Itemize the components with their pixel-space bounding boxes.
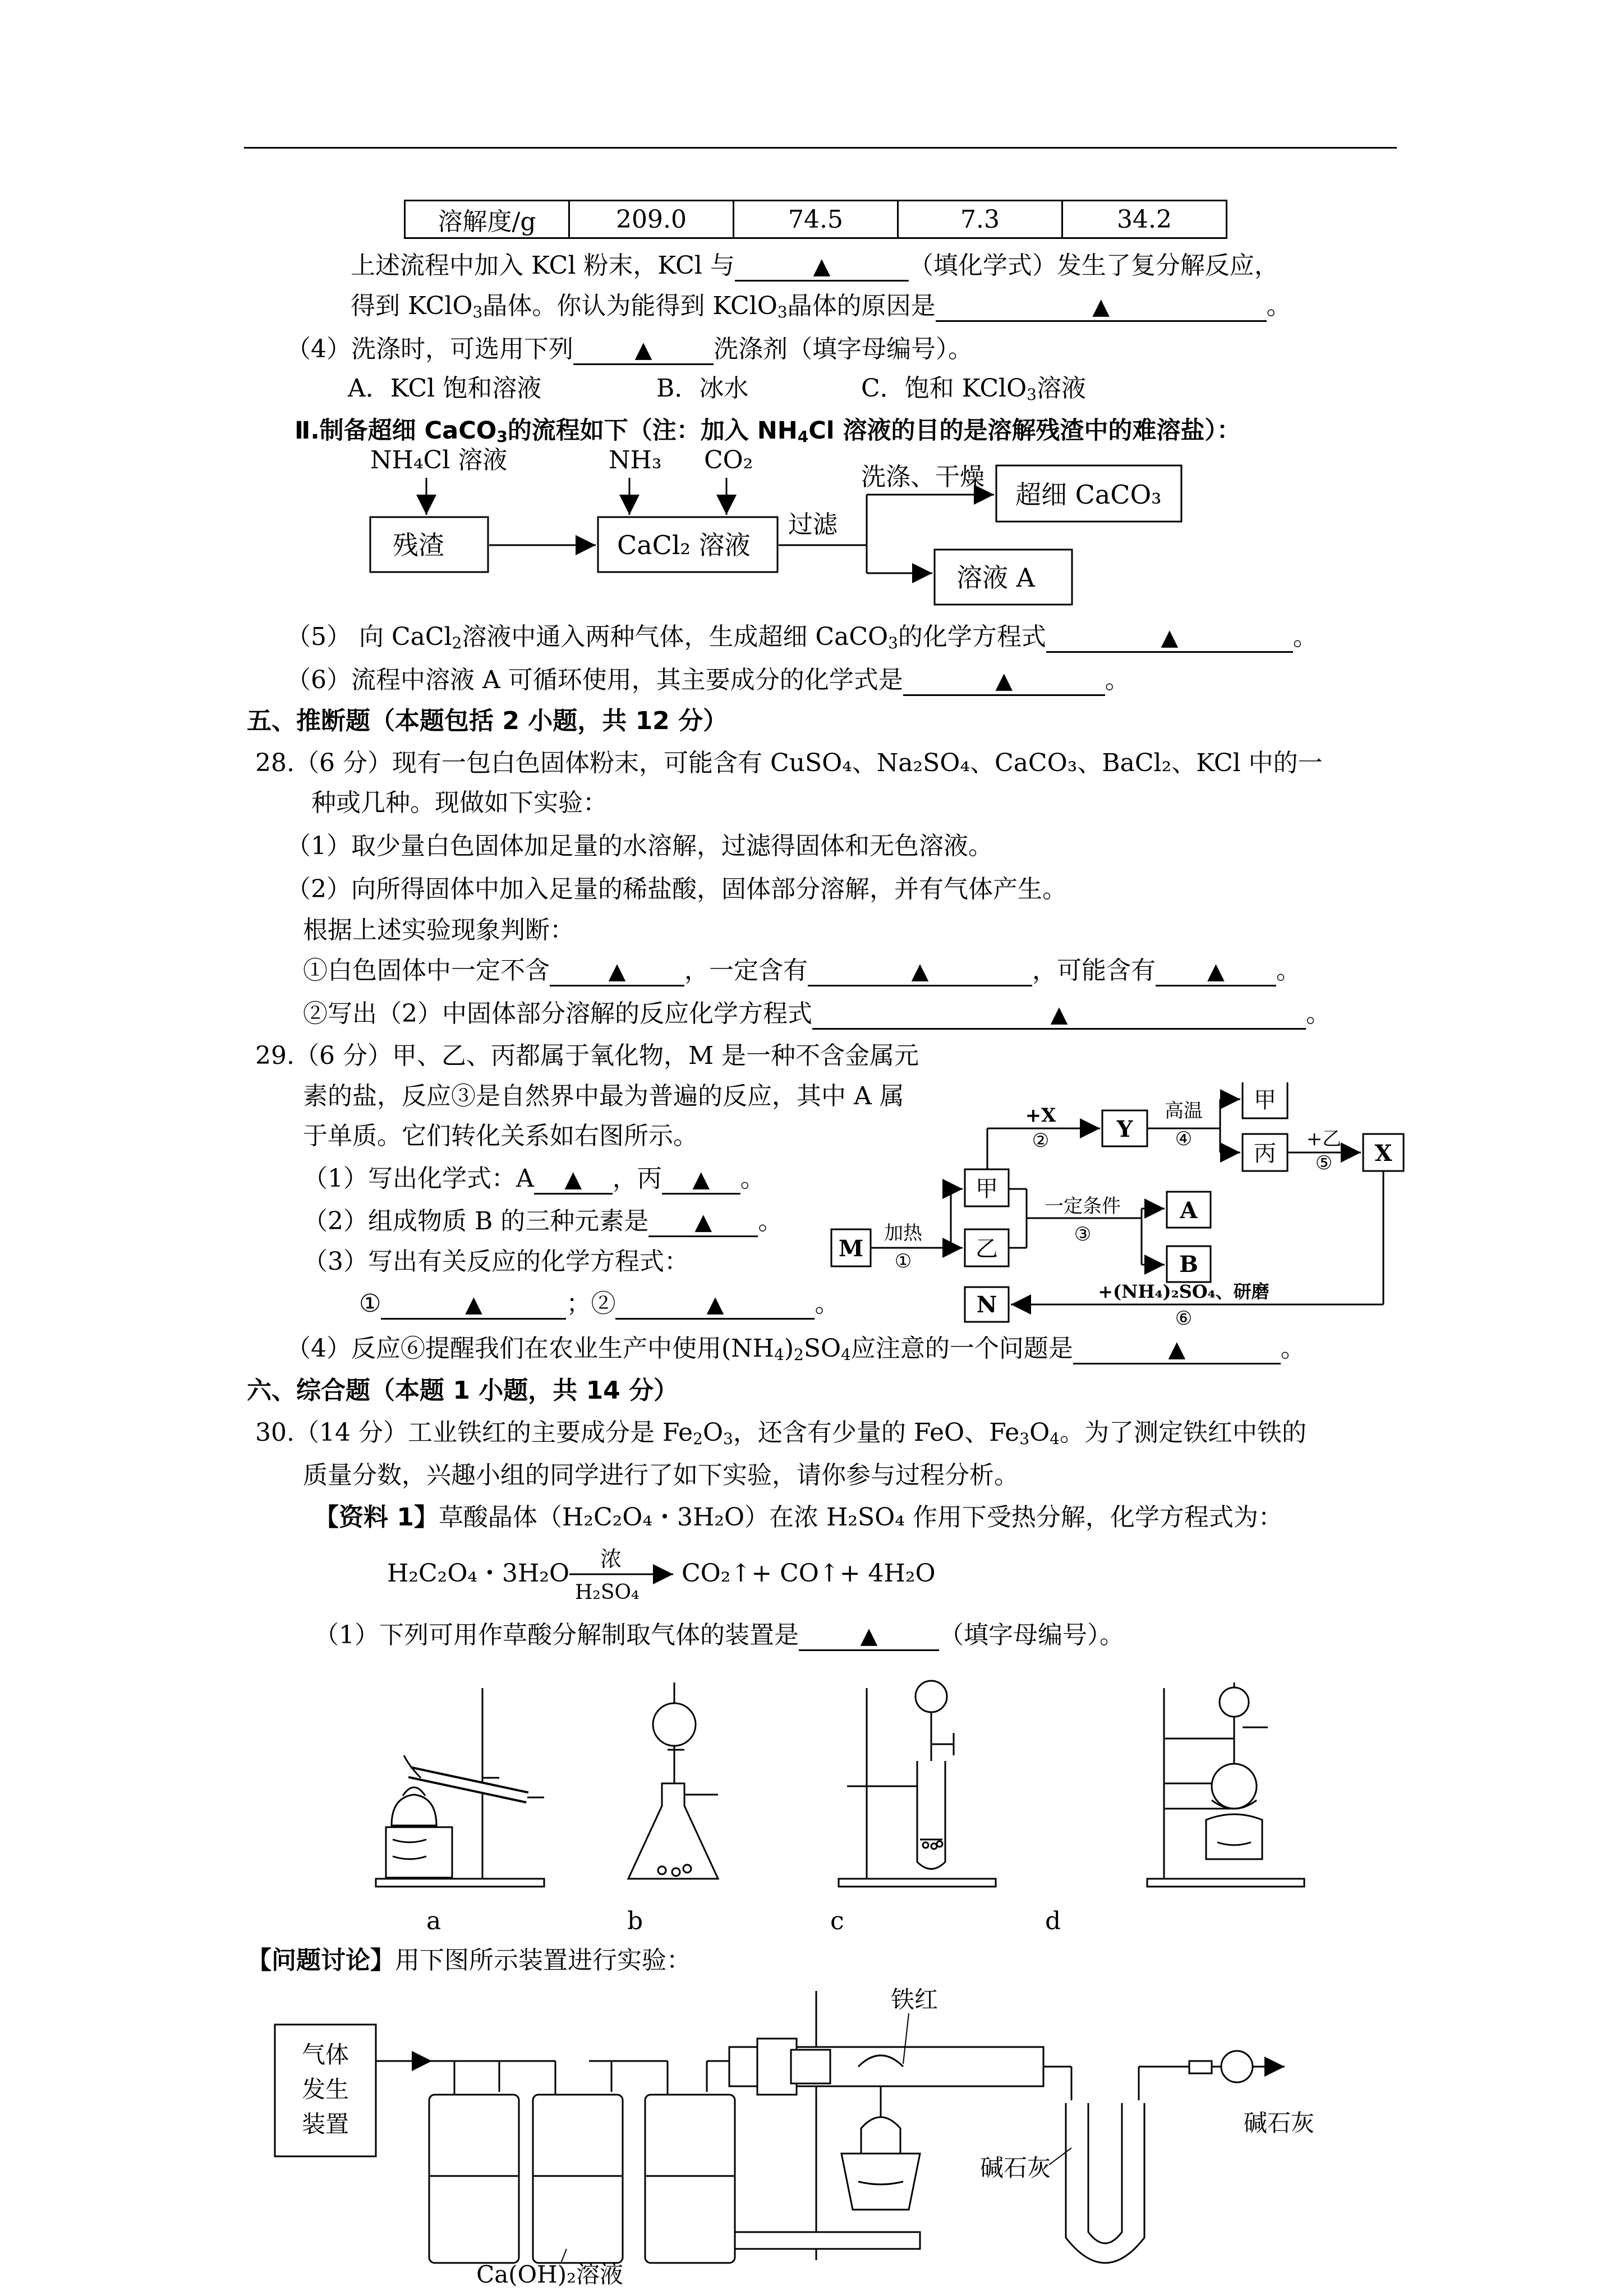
flow-filter-label: 过滤	[788, 510, 838, 539]
label-r5: ⑤	[1315, 1152, 1333, 1174]
node-yi-label: 乙	[976, 1236, 998, 1262]
gas-label-1: 气体	[301, 2041, 349, 2068]
text: 30.（14 分）工业铁红的主要成分是 Fe	[255, 1418, 693, 1447]
label-high-temp: 高温	[1165, 1100, 1203, 1122]
label-heat: 加热	[884, 1222, 922, 1244]
blank-marker: ▲	[995, 668, 1013, 694]
text: ，可能含有	[1032, 956, 1156, 985]
reaction-tube	[729, 1991, 1043, 2260]
apparatus-label-b: b	[627, 1907, 643, 1935]
text: 晶体。你认为能得到 KClO	[482, 292, 778, 320]
text: （6）流程中溶液 A 可循环使用，其主要成分的化学式是	[286, 666, 903, 694]
wash-bottle-3	[645, 2061, 735, 2263]
blank-marker: ▲	[465, 1292, 482, 1317]
caco3-flow-diagram	[337, 443, 1290, 623]
answer-blank[interactable]	[1046, 624, 1293, 653]
blank-marker: ▲	[706, 1292, 724, 1317]
experiment-setup	[264, 1980, 1430, 2294]
text: 【资料 1】	[314, 1503, 439, 1532]
q3-line2	[351, 291, 1291, 322]
text: O	[702, 1418, 724, 1447]
text: （4）洗涤时，可选用下列	[286, 335, 573, 363]
label-plus-x: +X	[1025, 1104, 1056, 1127]
answer-blank[interactable]	[812, 1001, 1306, 1030]
label-r6: ⑥	[1175, 1307, 1193, 1330]
node-bing-label: 丙	[1254, 1141, 1276, 1167]
text: 。	[1280, 1334, 1305, 1363]
text: C．饱和 KClO	[861, 374, 1027, 403]
text: （2）组成物质 B 的三种元素是	[303, 1207, 649, 1235]
table-cell: 溶解度/g	[405, 201, 569, 238]
part2-title: Ⅱ.制备超细 CaCO$_3$的流程如下（注：加入 $NH_4Cl$ 溶液的目的是溶解残渣中的难溶盐）：	[295, 417, 1241, 446]
text: SO	[803, 1334, 841, 1363]
q29-line6: （3）写出有关反应的化学方程式：	[303, 1247, 689, 1276]
subscript: 3	[777, 303, 788, 321]
label-r2: ②	[1032, 1129, 1050, 1152]
text: （1）下列可用作草酸分解制取气体的装置是	[314, 1621, 799, 1649]
text: 。	[1105, 666, 1130, 694]
answer-blank[interactable]	[799, 1622, 939, 1651]
node-B-label: B	[1179, 1251, 1198, 1278]
node-A-label: A	[1180, 1197, 1198, 1224]
section-5-heading: 五、推断题（本题包括 2 小题，共 12 分）	[247, 707, 728, 735]
answer-blank[interactable]	[808, 957, 1032, 986]
text: ①白色固体中一定不含	[303, 956, 550, 985]
answer-blank[interactable]	[903, 667, 1105, 696]
q4-option-b: B．冰水	[656, 374, 749, 403]
flow-residue-label: 残渣	[393, 530, 444, 560]
text: 的化学方程式	[898, 623, 1046, 651]
node-jia-top-label: 甲	[1254, 1087, 1276, 1113]
text: Cl 溶液的目的是溶解残渣中的难溶盐）：	[808, 417, 1241, 445]
node-N-label: N	[976, 1292, 997, 1318]
u-tube-soda-lime	[1043, 2067, 1189, 2263]
text: 洗涤剂（填字母编号）。	[714, 335, 973, 363]
flow-solution-a-label: 溶液 A	[956, 563, 1035, 593]
flow-cacl2-label: CaCl₂ 溶液	[617, 530, 751, 560]
answer-blank[interactable]	[936, 293, 1267, 322]
apparatus-options	[370, 1671, 1313, 1896]
table-cell: 34.2	[1062, 201, 1227, 238]
equation-bottom-label: H₂SO₄	[575, 1581, 640, 1604]
text: 的流程如下（注：加入 NH	[507, 417, 798, 445]
blank-marker: ▲	[1092, 294, 1110, 320]
apparatus-a[interactable]	[376, 1688, 544, 1887]
q30-q1-line	[314, 1620, 1124, 1651]
q28-line7	[303, 998, 1331, 1030]
blank-marker: ▲	[564, 1167, 582, 1192]
subscript: 3	[472, 303, 483, 321]
text: 。	[1292, 623, 1318, 651]
answer-blank[interactable]	[550, 957, 684, 986]
soda-lime-label-2: 碱石灰	[1243, 2109, 1315, 2137]
equation-arrow	[567, 1545, 679, 1607]
q29-line5	[303, 1206, 783, 1237]
apparatus-label-d: d	[1045, 1907, 1061, 1935]
section-6-heading: 六、综合题（本题 1 小题，共 14 分）	[247, 1376, 679, 1405]
q29-line7	[359, 1288, 839, 1320]
text: 。	[815, 1289, 840, 1318]
q28-line2: 种或几种。现做如下实验：	[311, 789, 608, 817]
text: 溶液	[1036, 374, 1086, 403]
q29-transformation-diagram	[825, 1082, 1408, 1335]
text: O	[1029, 1418, 1050, 1447]
apparatus-label-c: c	[830, 1907, 844, 1935]
label-r3: ③	[1074, 1223, 1092, 1246]
subscript: 3	[1027, 385, 1037, 404]
label-nh4so4: +(NH₄)₂SO₄、研磨	[1098, 1281, 1269, 1302]
solubility-table	[404, 200, 1227, 239]
table-row	[405, 201, 1227, 238]
header-rule	[244, 147, 1397, 149]
q29-line4	[303, 1163, 765, 1195]
answer-blank[interactable]	[662, 1165, 740, 1195]
q4-line	[286, 334, 973, 365]
flow-nh4cl-label: NH₄Cl 溶液	[370, 446, 508, 474]
text: ，一定含有	[684, 956, 808, 985]
text: ，丙	[612, 1164, 662, 1193]
answer-blank[interactable]	[381, 1290, 566, 1320]
text: ，还含有少量的 FeO、Fe	[733, 1418, 1020, 1447]
q29-line2: 素的盐，反应③是自然界中最为普遍的反应，其中 A 属	[303, 1082, 904, 1110]
label-condition: 一定条件	[1045, 1195, 1121, 1218]
q4-option-c	[861, 373, 1086, 404]
node-M-label: M	[838, 1235, 864, 1262]
blank-marker: ▲	[694, 1209, 712, 1235]
q29-line1: 29.（6 分）甲、乙、丙都属于氧化物，M 是一种不含金属元	[255, 1041, 919, 1070]
text: （5） 向 CaCl	[286, 623, 452, 651]
node-X-label: X	[1374, 1140, 1392, 1167]
wash-bottle-1	[429, 2061, 544, 2263]
equation-right: CO₂↑+ CO↑+ 4H₂O	[682, 1559, 936, 1588]
text: 上述流程中加入 KCl 粉末，KCl 与	[351, 251, 735, 280]
text: （4）反应⑥提醒我们在农业生产中使用(NH	[286, 1334, 775, 1363]
text: （填字母编号）。	[939, 1621, 1124, 1649]
iron-red-label: 铁红	[890, 1986, 938, 2013]
label-r4: ④	[1175, 1128, 1193, 1150]
soda-lime-label-1: 碱石灰	[979, 2154, 1051, 2182]
gas-label-3: 装置	[301, 2110, 349, 2138]
q30-line2: 质量分数，兴趣小组的同学进行了如下实验，请你参与过程分析。	[303, 1461, 1019, 1490]
blank-marker: ▲	[1168, 1336, 1186, 1362]
q6-line	[286, 665, 1130, 696]
answer-blank[interactable]	[615, 1290, 815, 1320]
caoh2-label: Ca(OH)₂溶液	[476, 2261, 623, 2288]
blank-marker: ▲	[813, 253, 831, 279]
gas-label-2: 发生	[301, 2076, 349, 2103]
q28-line3: （1）取少量白色固体加足量的水溶解，过滤得固体和无色溶液。	[286, 832, 993, 860]
text: 。	[1306, 999, 1331, 1028]
q3-line1	[351, 250, 1279, 282]
equation-top-label: 浓	[600, 1547, 622, 1571]
text: ②写出（2）中固体部分溶解的反应化学方程式	[303, 999, 812, 1028]
table-cell: 7.3	[898, 201, 1062, 238]
text: Ⅱ.制备超细 CaCO	[295, 417, 497, 445]
flow-caco3-label: 超细 CaCO₃	[1015, 480, 1162, 510]
text: 。	[1276, 956, 1301, 985]
text: 【问题讨论】	[247, 1946, 395, 1975]
text: 晶体的原因是	[787, 292, 936, 320]
text: 。	[758, 1207, 783, 1235]
text: 应注意的一个问题是	[850, 1334, 1073, 1363]
blank-marker: ▲	[634, 337, 652, 363]
answer-blank[interactable]	[1156, 957, 1276, 986]
text: ；②	[566, 1289, 616, 1318]
text: 。	[740, 1164, 765, 1193]
q28-line5: 根据上述实验现象判断：	[303, 916, 574, 944]
q30-line3	[314, 1502, 1283, 1533]
blank-marker: ▲	[608, 958, 626, 984]
table-cell: 74.5	[734, 201, 898, 238]
text: 。	[1266, 292, 1291, 320]
q30-line1: 30.（14 分）工业铁红的主要成分是 $Fe_2O_3$，还含有少量的 FeO、$Fe_3O_4$。为了测定铁红中铁的	[255, 1418, 1306, 1448]
blank-marker: ▲	[692, 1167, 710, 1192]
text: 得到 KClO	[351, 292, 473, 320]
q28-line4: （2）向所得固体中加入足量的稀盐酸，固体部分溶解，并有气体产生。	[286, 875, 1067, 903]
apparatus-label-a: a	[426, 1907, 441, 1935]
blank-marker: ▲	[911, 958, 929, 984]
apparatus-d[interactable]	[1147, 1682, 1304, 1887]
apparatus-c[interactable]	[839, 1681, 996, 1887]
text: （1）写出化学式：A	[303, 1164, 534, 1193]
discussion-line	[247, 1945, 691, 1976]
text: ①	[359, 1289, 381, 1318]
blank-marker: ▲	[860, 1623, 878, 1649]
q28-line1: 28.（6 分）现有一包白色固体粉末，可能含有 CuSO₄、Na₂SO₄、CaCO₃、BaCl₂、KCl 中的一	[255, 749, 1323, 777]
answer-blank[interactable]	[1073, 1335, 1281, 1364]
answer-blank[interactable]	[573, 336, 714, 365]
text: 用下图所示装置进行实验：	[395, 1946, 691, 1975]
flow-co2-label: CO₂	[704, 446, 753, 474]
blank-marker: ▲	[1050, 1002, 1068, 1027]
q5-line: （5） 向 CaCl$_2$溶液中通入两种气体，生成超细 CaCO$_3$的化学方程式 ▲ 。	[286, 623, 1318, 652]
wash-bottle-2	[533, 2061, 656, 2263]
q4-option-a: A．KCl 饱和溶液	[348, 374, 542, 403]
text: 草酸晶体（H₂C₂O₄・3H₂O）在浓 H₂SO₄ 作用下受热分解，化学方程式为：	[438, 1503, 1283, 1532]
text: 。为了测定铁红中铁的	[1059, 1418, 1306, 1447]
flow-wash-label: 洗涤、干燥	[861, 463, 984, 491]
text: （填化学式）发生了复分解反应，	[908, 251, 1279, 280]
label-plus-yi: +乙	[1306, 1128, 1342, 1150]
q28-line6	[303, 955, 1301, 986]
answer-blank[interactable]	[648, 1208, 758, 1237]
node-jia-label: 甲	[976, 1176, 998, 1202]
drying-tube	[1189, 2051, 1285, 2082]
blank-marker: ▲	[1207, 958, 1225, 984]
apparatus-b[interactable]	[628, 1682, 718, 1879]
q29-line3: 于单质。它们转化关系如右图所示。	[303, 1122, 698, 1150]
equation-left: H₂C₂O₄・3H₂O	[387, 1559, 570, 1588]
blank-marker: ▲	[1161, 625, 1179, 651]
q29-line8: （4）反应⑥提醒我们在农业生产中使用$(NH_4)_2SO_4$应注意的一个问题是 ▲ 。	[286, 1334, 1305, 1364]
flow-nh3-label: NH₃	[609, 446, 662, 474]
table-cell: 209.0	[569, 201, 734, 238]
node-Y-label: Y	[1116, 1116, 1133, 1142]
answer-blank[interactable]	[534, 1165, 613, 1195]
text: )	[784, 1334, 794, 1363]
label-r1: ①	[894, 1250, 912, 1273]
text: 溶液中通入两种气体，生成超细 CaCO	[462, 623, 889, 651]
answer-blank[interactable]	[735, 252, 909, 282]
